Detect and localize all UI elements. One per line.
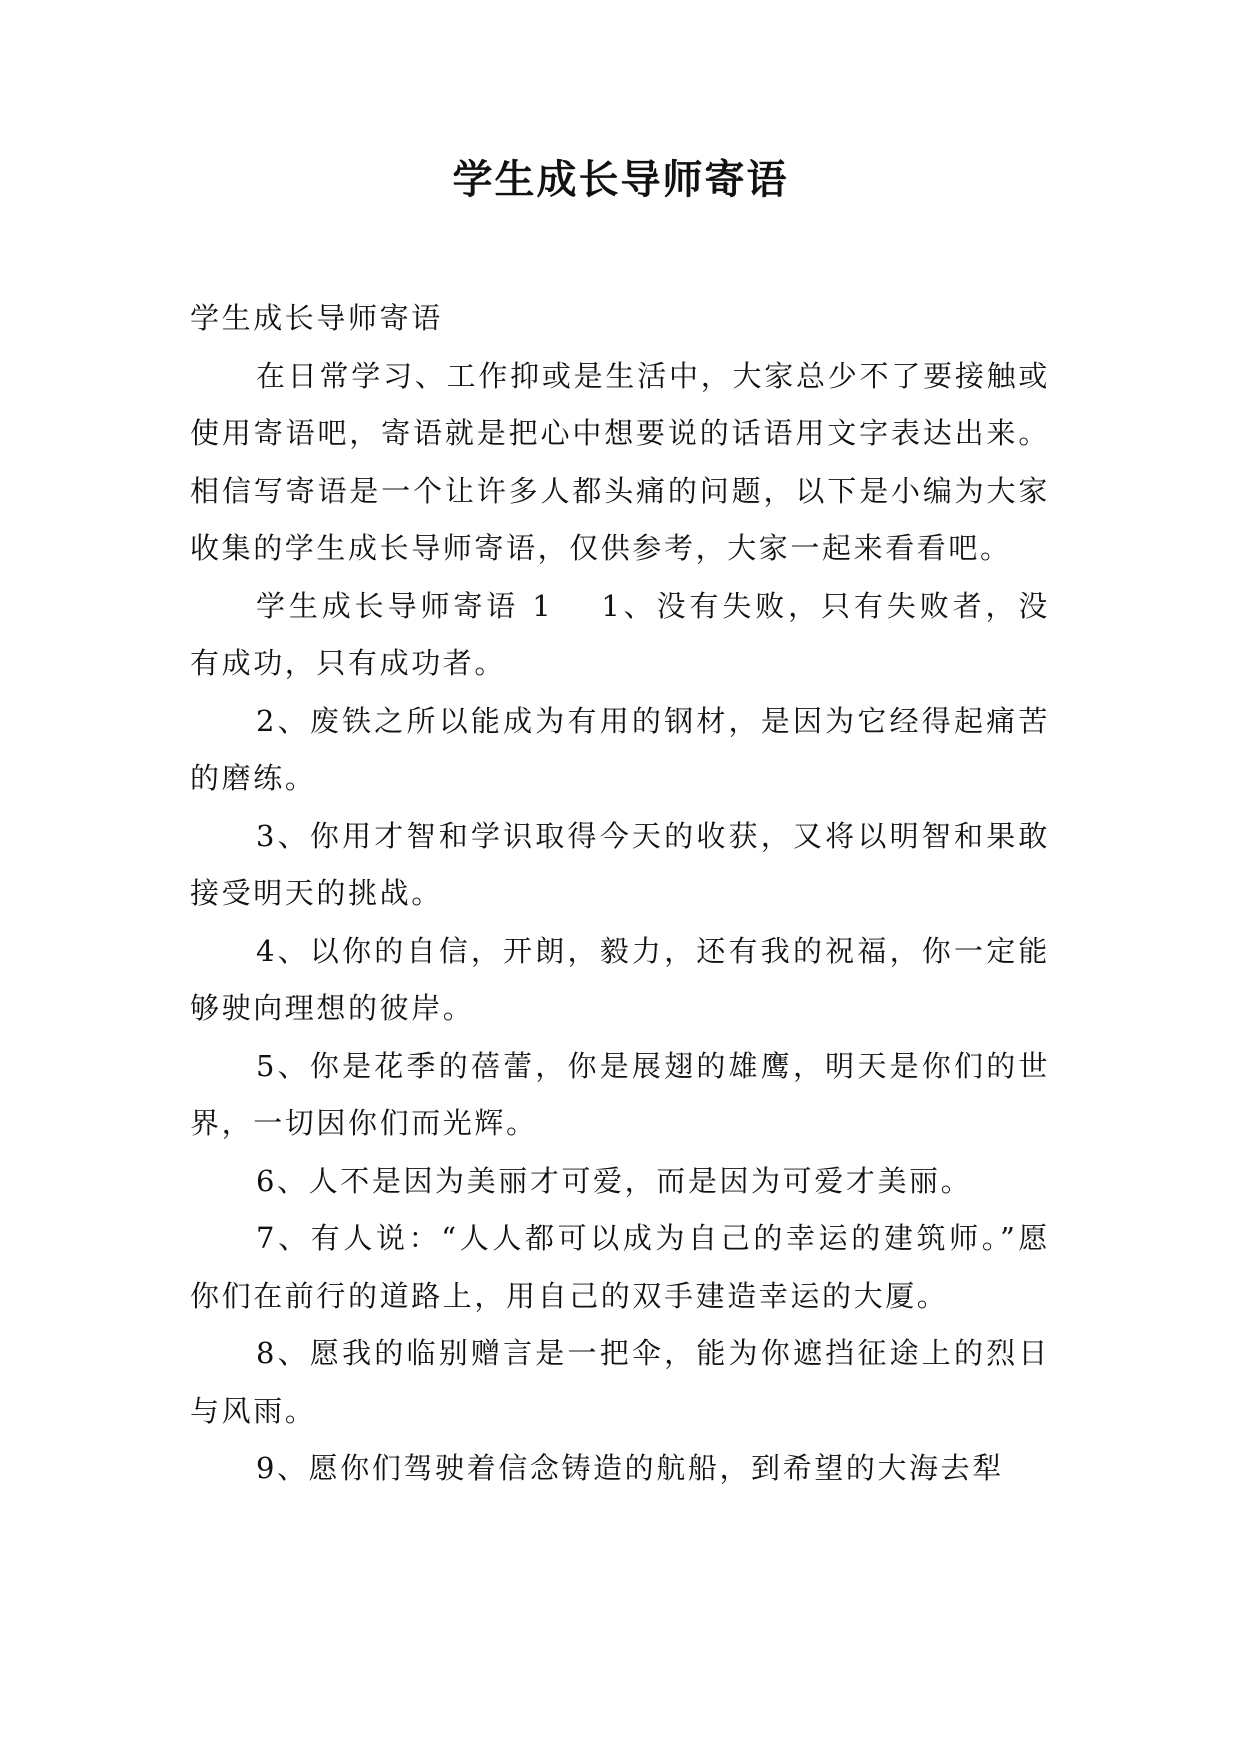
- list-item: 2、废铁之所以能成为有用的钢材，是因为它经得起痛苦的磨练。: [190, 703, 1050, 795]
- list-item: 3、你用才智和学识取得今天的收获，又将以明智和果敢接受明天的挑战。: [190, 818, 1050, 910]
- list-item: 5、你是花季的蓓蕾，你是展翅的雄鹰，明天是你们的世界，一切因你们而光辉。: [190, 1048, 1050, 1140]
- list-item: 6、人不是因为美丽才可爱，而是因为可爱才美丽。: [256, 1163, 973, 1198]
- document-subtitle: 学生成长导师寄语: [190, 301, 443, 335]
- list-item: 4、以你的自信，开朗，毅力，还有我的祝福，你一定能够驶向理想的彼岸。: [190, 933, 1050, 1025]
- section-heading: 学生成长导师寄语 1: [256, 588, 554, 623]
- document-title: 学生成长导师寄语: [452, 157, 789, 203]
- document-body: [190, 290, 1050, 1498]
- list-item: 9、愿你们驾驶着信念铸造的航船，到希望的大海去犁: [256, 1451, 1004, 1485]
- list-item: 1、没有失败，只有失败者，没有成功，只有成功者。: [190, 588, 1051, 680]
- first-item-paragraph: [190, 578, 1050, 693]
- list-item: 8、愿我的临别赠言是一把伞，能为你遮挡征途上的烈日与风雨。: [190, 1336, 1050, 1428]
- list-item: 7、有人说：“人人都可以成为自己的幸运的建筑师。”愿你们在前行的道路上，用自己的双手建造幸运的大厦。: [190, 1221, 1050, 1313]
- intro-paragraph: 在日常学习、工作抑或是生活中，大家总少不了要接触或使用寄语吧，寄语就是把心中想要说的话语用文字表达出来。相信写寄语是一个让许多人都头痛的问题，以下是小编为大家收集的学生成长导师寄语，仅供参考，大家一起来看看吧。: [190, 358, 1050, 565]
